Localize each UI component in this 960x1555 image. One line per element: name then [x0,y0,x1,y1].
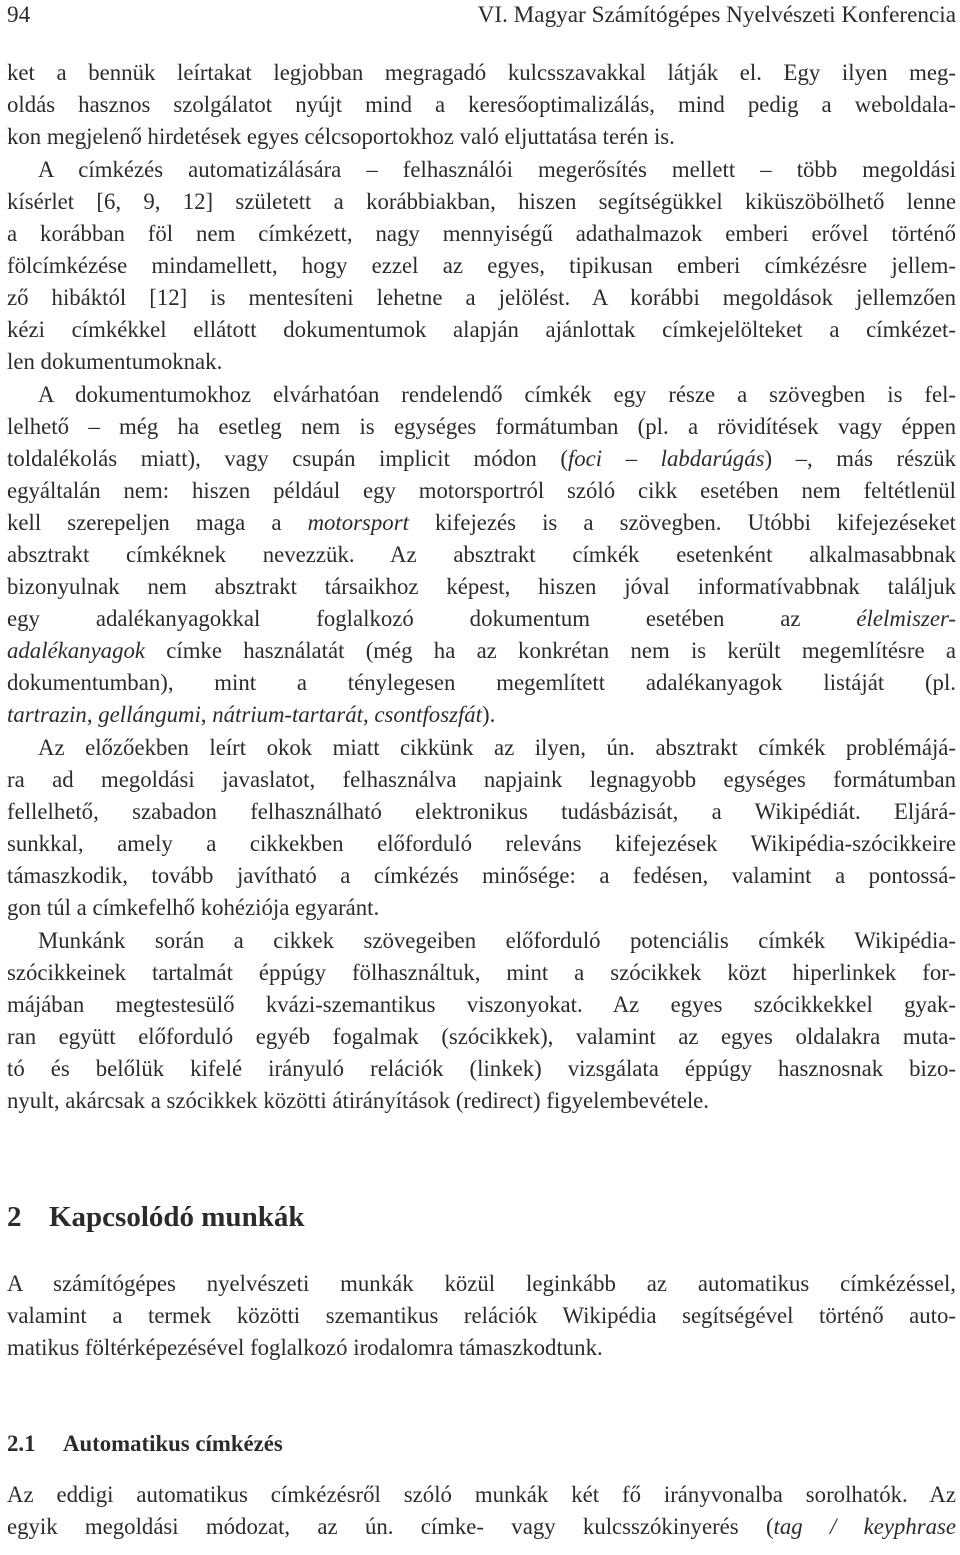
italic-term: tartrazin [7,702,87,727]
italic-term: nátrium-tartarát [212,702,363,727]
text-segment: lelhető – még ha esetleg nem is egységes formátumban (pl. a rövidítések vagy éppen [7,414,956,439]
text-segment: oldás hasznos szolgálatot nyújt mind a keresőoptimalizálás, mind pedig a weboldala- [7,92,956,117]
text-line [7,670,956,696]
italic-term: labdarúgás [660,446,765,471]
page-number: 94 [7,2,31,28]
text-line [7,189,956,215]
italic-term: gellángumi [98,702,201,727]
text-segment: ra ad megoldási javaslatot, felhasználva napjaink legnagyobb egységes formátumban [7,767,956,792]
text-line [7,1088,956,1114]
text-line [7,960,956,986]
text-line [7,1024,956,1050]
italic-term: foci [567,446,603,471]
text-line [7,638,956,664]
text-segment: sunkkal, amely a cikkekben előforduló releváns kifejezések Wikipédia-szócikkeire [7,831,956,856]
running-header [7,0,956,30]
text-segment: címke használatát (még ha az konkrétan nem is került megemlítésre a [145,638,956,663]
text-segment: A számítógépes nyelvészeti munkák közül leginkább az automatikus címkézéssel, [7,1271,956,1296]
text-line [7,253,956,279]
italic-term: élelmiszer- [856,606,956,631]
text-segment: májában megtestesülő kvázi-szemantikus viszonyokat. Az egyes szócikkekkel gyak- [7,992,956,1017]
text-line [7,767,956,793]
text-line [38,382,956,408]
text-line [7,863,956,889]
text-segment: ran együtt előforduló egyéb fogalmak (szócikkek), valamint az egyes oldalakra muta- [7,1024,956,1049]
text-segment: Az eddigi automatikus címkézésről szóló munkák két fő irányvonalba sorolhatók. Az [7,1482,956,1507]
text-segment: ). [482,702,496,727]
text-segment: matikus föltérképezésével foglalkozó irodalomra támaszkodtunk. [7,1335,603,1360]
text-segment: kell szerepeljen maga a [7,510,308,535]
text-line [7,124,956,150]
text-segment: absztrakt címkéknek nevezzük. Az absztrakt címkék esetenként alkalmasabbnak [7,542,956,567]
text-segment: támaszkodik, tovább javítható a címkézés minősége: a fedésen, valamint a pontossá- [7,863,956,888]
text-segment: kísérlet [6, 9, 12] született a korábbiakban, hiszen segítségükkel kiküszöbölhető lenne [7,189,956,214]
text-line [7,992,956,1018]
text-segment: len dokumentumoknak. [7,349,223,374]
text-segment: fellelhető, szabadon felhasználható elektronikus tudásbázisát, a Wikipédiát. Eljárá- [7,799,956,824]
text-line [7,1335,956,1361]
text-segment: kon megjelenő hirdetések egyes célcsoportokhoz való eljuttatása terén is. [7,124,675,149]
text-line [7,414,956,440]
text-segment: nyult, akárcsak a szócikkek közötti átirányítások (redirect) figyelembevétele. [7,1088,709,1113]
text-segment: ző hibáktól [12] is mentesíteni lehetne a jelölést. A korábbi megoldások jellemzően [7,285,956,310]
text-line [7,478,956,504]
text-segment: , [86,702,99,727]
text-segment: a korábban föl nem címkézett, nagy mennyiségű adathalmazok emberi erővel történő [7,221,956,246]
subsection-heading [7,1430,283,1458]
text-line [7,542,956,568]
subsection-title: Automatikus címkézés [63,1431,283,1456]
text-segment: fölcímkézése mindamellett, hogy ezzel az egyes, tipikusan emberi címkézésre jellem- [7,253,956,278]
text-segment: dokumentumban), mint a ténylegesen megemlített adalékanyagok listáját (pl. [7,670,956,695]
text-segment: ) –, más részük [764,446,956,471]
subsection-number: 2.1 [7,1431,36,1456]
text-segment: kézi címkékkel ellátott dokumentumok alapján ajánlottak címkejelölteket a címkézet- [7,317,956,342]
text-segment: Az előzőekben leírt okok miatt cikkünk az ilyen, ún. absztrakt címkék problémájá- [38,735,956,760]
section-number: 2 [7,1201,22,1233]
text-line [7,1303,956,1329]
text-line [7,446,956,472]
italic-term: motorsport [307,510,409,535]
text-segment: egy adalékanyagokkal foglalkozó dokumentum esetében az [7,606,857,631]
text-segment: egyáltalán nem: hiszen például egy motorsportról szóló cikk esetében nem feltétlenül [7,478,956,503]
text-line [38,928,956,954]
text-segment: gon túl a címkefelhő kohéziója egyaránt. [7,895,380,920]
italic-term: csontfoszfát [374,702,483,727]
text-segment: szócikkeinek tartalmát éppúgy fölhasználtuk, mint a szócikkek közt hiperlinkek for- [7,960,956,985]
text-segment: – [602,446,661,471]
text-segment: toldalékolás miatt), vagy csupán implicit módon ( [7,446,568,471]
text-line [7,60,956,86]
text-segment: egyik megoldási módozat, az ún. címke- vagy kulcsszókinyerés ( [7,1514,774,1539]
text-segment: A címkézés automatizálására – felhasználói megerősítés mellett – több megoldási [38,157,956,182]
text-segment: bizonyulnak nem absztrakt társaikhoz képest, hiszen jóval informatívabbnak találjuk [7,574,956,599]
text-segment: A dokumentumokhoz elvárhatóan rendelendő címkék egy része a szövegben is fel- [38,382,956,407]
text-line [7,221,956,247]
italic-term: adalékanyagok [7,638,145,663]
text-line [7,574,956,600]
text-segment: kifejezés is a szövegben. Utóbbi kifejezéseket [408,510,956,535]
text-segment: ket a bennük leírtakat legjobban megragadó kulcsszavakkal látják el. Egy ilyen meg- [7,60,956,85]
text-line [7,1482,956,1508]
italic-term: tag / keyphrase [773,1514,957,1539]
text-line [7,510,956,536]
text-line [7,895,956,921]
text-line [7,1271,956,1297]
text-line [7,799,956,825]
text-segment: Munkánk során a cikkek szövegeiben előforduló potenciális címkék Wikipédia- [38,928,956,953]
text-segment: , [200,702,213,727]
text-segment: valamint a termek közötti szemantikus relációk Wikipédia segítségével történő auto- [7,1303,956,1328]
text-line [7,1514,956,1540]
text-line [7,317,956,343]
running-title: VI. Magyar Számítógépes Nyelvészeti Konferencia [477,2,956,28]
section-title: Kapcsolódó munkák [49,1201,305,1233]
text-segment: , [362,702,375,727]
text-line [7,285,956,311]
text-line [38,735,956,761]
section-heading [7,1200,304,1234]
text-line [38,157,956,183]
text-line [7,831,956,857]
text-line [7,349,956,375]
text-line [7,1056,956,1082]
text-line [7,606,956,632]
text-segment: tó és belőlük kifelé irányuló relációk (linkek) vizsgálata éppúgy hasznosnak bizo- [7,1056,956,1081]
text-line [7,92,956,118]
text-line [7,702,956,728]
